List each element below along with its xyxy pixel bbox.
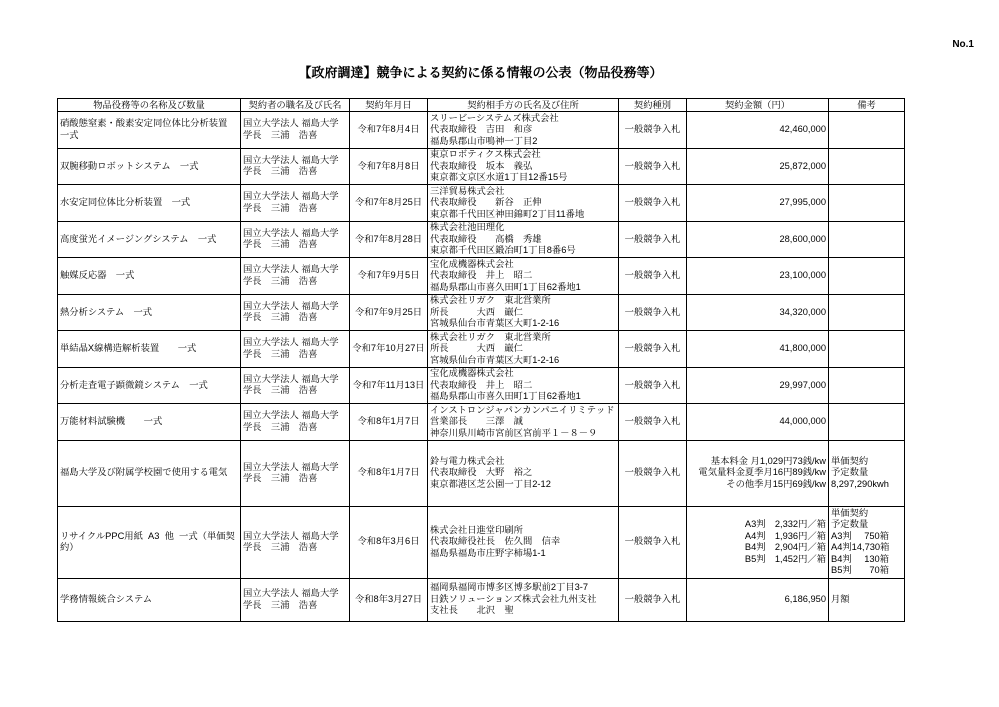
contract-type: 一般競争入札 <box>624 197 681 207</box>
amount-cell <box>687 506 829 578</box>
header-contract-type: 契約種別 <box>619 99 687 112</box>
remarks-cell <box>829 367 905 404</box>
remarks-cell <box>829 112 905 149</box>
contract-date-cell <box>350 331 428 368</box>
amount-line: 29,997,000 <box>779 379 826 390</box>
counterparty-line: 東京ロボティクス株式会社 <box>430 149 541 159</box>
item-name-cell <box>58 404 241 441</box>
counterparty-cell <box>428 331 619 368</box>
header-counterparty: 契約相手方の氏名及び住所 <box>428 99 619 112</box>
item-name-line: 熱分析システム 一式 <box>60 306 153 317</box>
contract-date: 令和7年9月25日 <box>354 306 423 317</box>
item-name-line: 約） <box>60 542 79 552</box>
counterparty-cell <box>428 185 619 222</box>
counterparty-line: 福島県郡山市鳴神一丁目2 <box>430 135 538 146</box>
contract-date: 令和8年3月27日 <box>354 593 423 604</box>
contract-date-cell <box>350 258 428 295</box>
counterparty-line: 福岡県福岡市博多区博多駅前2丁目3-7 <box>430 582 589 593</box>
item-name-line: 高度蛍光イメージングシステム 一式 <box>60 233 217 244</box>
page-number: No.1 <box>952 39 974 50</box>
contractor-line: 国立大学法人 福島大学 <box>243 118 339 129</box>
amount-line: B4判 2,904円／箱 <box>744 542 826 552</box>
table-row <box>58 112 905 149</box>
remarks-line: 単価契約 <box>831 507 869 518</box>
quantity-line <box>831 565 889 577</box>
contract-date: 令和8年1月7日 <box>357 467 420 478</box>
amount-cell <box>687 367 829 404</box>
contractor-line: 学長 三浦 浩喜 <box>243 542 318 552</box>
contract-type-cell <box>619 331 687 368</box>
table-row <box>58 440 905 506</box>
contract-type-cell <box>619 294 687 331</box>
counterparty-cell <box>428 404 619 441</box>
contract-date-cell <box>350 148 428 185</box>
contract-date-cell <box>350 367 428 404</box>
counterparty-line: 代表取締役 高橋 秀雄 <box>430 233 542 244</box>
contractor-line: 国立大学法人 福島大学 <box>243 373 339 384</box>
contract-date: 令和8年3月6日 <box>357 536 420 547</box>
remarks-cell <box>829 578 905 621</box>
contract-type-cell <box>619 578 687 621</box>
table-row <box>58 367 905 404</box>
item-name-line: 一式 <box>60 129 79 140</box>
contract-date-cell <box>350 185 428 222</box>
contract-date: 令和7年10月27日 <box>352 343 425 353</box>
contractor-line: 学長 三浦 浩喜 <box>243 166 318 177</box>
counterparty-line: 三洋貿易株式会社 <box>430 185 505 196</box>
quantity-line <box>831 554 889 566</box>
table-row <box>58 331 905 368</box>
amount-cell <box>687 258 829 295</box>
item-name-line: 福島大学及び附属学校園で使用する電気 <box>60 467 228 478</box>
counterparty-line: 代表取締役 吉田 和彦 <box>430 124 533 134</box>
amount-line: A3判 2,332円／箱 <box>744 519 826 529</box>
table-row <box>58 221 905 258</box>
contract-type: 一般競争入札 <box>624 233 681 244</box>
contractor-line: 国立大学法人 福島大学 <box>243 264 339 275</box>
contract-type-cell <box>619 112 687 149</box>
item-name-cell <box>58 185 241 222</box>
contract-table <box>57 98 905 622</box>
counterparty-line: 所長 大西 巌仁 <box>430 343 523 353</box>
counterparty-cell <box>428 148 619 185</box>
counterparty-line: 東京都港区芝公園一丁目2-12 <box>430 478 551 489</box>
amount-cell <box>687 331 829 368</box>
amount-line: 44,000,000 <box>779 416 826 426</box>
table-row <box>58 148 905 185</box>
amount-line: 42,460,000 <box>779 124 826 134</box>
quantity-label: B5判 <box>831 565 852 575</box>
contractor-line: 国立大学法人 福島大学 <box>243 154 339 165</box>
contractor-cell <box>241 506 350 578</box>
counterparty-cell <box>428 506 619 578</box>
item-name-cell <box>58 148 241 185</box>
quantity-value: 750箱 <box>864 530 889 541</box>
remarks-cell <box>829 148 905 185</box>
contractor-cell <box>241 258 350 295</box>
quantity-label: A3判 <box>831 530 852 541</box>
amount-line: 基本料金 月1,029円73銭/kw <box>710 455 826 466</box>
contract-date-cell <box>350 221 428 258</box>
counterparty-cell <box>428 294 619 331</box>
contractor-line: 学長 三浦 浩喜 <box>243 312 318 323</box>
counterparty-line: 宝化成機器株式会社 <box>430 368 514 378</box>
counterparty-line: 所長 大西 巌仁 <box>430 306 523 317</box>
contractor-line: 学長 三浦 浩喜 <box>243 202 318 213</box>
contractor-cell <box>241 221 350 258</box>
contract-type-cell <box>619 367 687 404</box>
contractor-line: 学長 三浦 浩喜 <box>243 129 318 140</box>
item-name-cell <box>58 367 241 404</box>
remarks-cell <box>829 440 905 506</box>
counterparty-line: 代表取締役 新谷 正伸 <box>430 197 542 207</box>
item-name-line: 学務情報統合システム <box>60 593 153 604</box>
contractor-line: 学長 三浦 浩喜 <box>243 421 318 432</box>
amount-line: その他季月15円69銭/kw <box>726 478 826 489</box>
contract-type-cell <box>619 221 687 258</box>
counterparty-line: 代表取締役 坂本 義弘 <box>430 160 533 171</box>
amount-line: 電気量料金夏季月16円89銭/kw <box>698 467 826 478</box>
contract-date-cell <box>350 294 428 331</box>
quantity-value: 70箱 <box>869 565 889 575</box>
counterparty-line: 代表取締役 井上 昭二 <box>430 379 533 390</box>
remarks-cell <box>829 331 905 368</box>
contractor-cell <box>241 148 350 185</box>
contractor-cell <box>241 578 350 621</box>
item-name-cell <box>58 506 241 578</box>
item-name-cell <box>58 112 241 149</box>
counterparty-cell <box>428 112 619 149</box>
table-row <box>58 294 905 331</box>
quantity-value: 14,730箱 <box>851 542 890 552</box>
quantity-label: A4判 <box>831 542 852 552</box>
page-title: 【政府調達】競争による契約に係る情報の公表（物品役務等） <box>298 65 663 80</box>
contract-date: 令和7年8月4日 <box>357 124 420 134</box>
table-row <box>58 404 905 441</box>
remarks-cell <box>829 185 905 222</box>
counterparty-line: 営業部長 三澤 誠 <box>430 416 523 426</box>
header-item-name: 物品役務等の名称及び数量 <box>58 99 241 112</box>
amount-cell <box>687 294 829 331</box>
contractor-cell <box>241 331 350 368</box>
item-name-line: 触媒反応器 一式 <box>60 270 135 280</box>
remarks-line: 8,297,290kwh <box>831 478 889 489</box>
contractor-cell <box>241 294 350 331</box>
table-row <box>58 185 905 222</box>
header-contractor: 契約者の職名及び氏名 <box>241 99 350 112</box>
amount-line: 41,800,000 <box>779 343 826 353</box>
counterparty-line: 東京都千代田区神田錦町2丁目11番地 <box>430 208 585 219</box>
amount-cell <box>687 404 829 441</box>
contractor-line: 学長 三浦 浩喜 <box>243 385 318 396</box>
quantity-line <box>831 531 889 543</box>
quantity-label: B4判 <box>831 553 852 564</box>
counterparty-line: 東京都文京区水道1丁目12番15号 <box>430 172 568 182</box>
counterparty-line: 宮城県仙台市青葉区大町1-2-16 <box>430 354 560 365</box>
contract-type: 一般競争入札 <box>624 270 681 280</box>
amount-cell <box>687 221 829 258</box>
contractor-line: 国立大学法人 福島大学 <box>243 588 339 598</box>
contractor-cell <box>241 440 350 506</box>
table-body <box>58 112 905 622</box>
quantity-line <box>831 542 889 554</box>
item-name-line: リサイクルPPC用紙 A3 他 一式（単価契 <box>60 530 235 541</box>
contract-date: 令和7年8月8日 <box>357 160 420 171</box>
counterparty-cell <box>428 367 619 404</box>
contract-type-cell <box>619 440 687 506</box>
item-name-cell <box>58 221 241 258</box>
item-name-cell <box>58 258 241 295</box>
contract-type: 一般競争入札 <box>624 160 681 171</box>
contractor-line: 国立大学法人 福島大学 <box>243 227 339 238</box>
counterparty-line: 株式会社リガク 東北営業所 <box>430 295 551 305</box>
table-row <box>58 258 905 295</box>
quantity-value: 130箱 <box>864 553 889 564</box>
contract-date: 令和7年8月28日 <box>354 233 423 244</box>
counterparty-line: 福島県郡山市喜久田町1丁目62番地1 <box>430 281 581 292</box>
header-contract-amount: 契約金額（円） <box>687 99 829 112</box>
item-name-line: 双腕移動ロボットシステム 一式 <box>60 160 199 171</box>
remarks-cell <box>829 404 905 441</box>
counterparty-line: 神奈川県川崎市宮前区宮前平１－８－９ <box>430 427 598 438</box>
amount-line: 34,320,000 <box>779 306 826 317</box>
table-row <box>58 506 905 578</box>
contract-date: 令和7年8月25日 <box>354 197 423 207</box>
amount-line: A4判 1,936円／箱 <box>744 530 826 541</box>
amount-line: 23,100,000 <box>779 270 826 280</box>
contractor-line: 国立大学法人 福島大学 <box>243 191 339 202</box>
counterparty-line: 株式会社池田理化 <box>430 222 505 232</box>
remarks-cell <box>829 294 905 331</box>
remarks-cell <box>829 221 905 258</box>
remarks-line: 予定数量 <box>831 519 869 529</box>
amount-line: 27,995,000 <box>779 197 826 207</box>
amount-line: B5判 1,452円／箱 <box>744 553 826 564</box>
contractor-cell <box>241 112 350 149</box>
contract-type: 一般競争入札 <box>624 306 681 317</box>
header-remarks: 備考 <box>829 99 905 112</box>
item-name-line: 単結晶X線構造解析装置 一式 <box>60 343 197 353</box>
contractor-cell <box>241 404 350 441</box>
contractor-line: 国立大学法人 福島大学 <box>243 337 339 348</box>
item-name-cell <box>58 578 241 621</box>
counterparty-line: 支社長 北沢 聖 <box>430 605 514 616</box>
amount-cell <box>687 185 829 222</box>
contract-date-cell <box>350 112 428 149</box>
contractor-line: 学長 三浦 浩喜 <box>243 348 318 359</box>
contract-type: 一般競争入札 <box>624 124 681 134</box>
counterparty-line: 日鉄ソリューションズ株式会社九州支社 <box>430 593 597 604</box>
counterparty-line: 福島県福島市庄野字柿場1-1 <box>430 547 546 558</box>
amount-cell <box>687 578 829 621</box>
contract-type: 一般競争入札 <box>624 379 681 390</box>
contractor-line: 学長 三浦 浩喜 <box>243 275 318 286</box>
contract-date-cell <box>350 506 428 578</box>
contract-type: 一般競争入札 <box>624 536 681 547</box>
contract-date: 令和7年11月13日 <box>352 379 425 390</box>
contractor-line: 学長 三浦 浩喜 <box>243 473 318 483</box>
contract-type: 一般競争入札 <box>624 416 681 426</box>
counterparty-cell <box>428 578 619 621</box>
remarks-line: 単価契約 <box>831 455 869 466</box>
remarks-cell <box>829 258 905 295</box>
contractor-line: 国立大学法人 福島大学 <box>243 530 339 541</box>
amount-cell <box>687 112 829 149</box>
contract-type: 一般競争入札 <box>624 467 681 478</box>
remarks-line: 予定数量 <box>831 467 869 478</box>
counterparty-cell <box>428 440 619 506</box>
counterparty-line: 株式会社日進堂印刷所 <box>430 524 523 535</box>
item-name-line: 万能材料試験機 一式 <box>60 416 163 426</box>
contractor-cell <box>241 367 350 404</box>
item-name-cell <box>58 440 241 506</box>
counterparty-line: 東京都千代田区鍛冶町1丁目8番6号 <box>430 245 576 255</box>
table-header-row <box>58 99 905 112</box>
amount-cell <box>687 440 829 506</box>
contractor-line: 国立大学法人 福島大学 <box>243 300 339 311</box>
header-contract-date: 契約年月日 <box>350 99 428 112</box>
contract-type: 一般競争入札 <box>624 343 681 353</box>
contract-date-cell <box>350 440 428 506</box>
counterparty-cell <box>428 258 619 295</box>
item-name-line: 硝酸態窒素・酸素安定同位体比分析装置 <box>60 118 228 129</box>
contract-type-cell <box>619 185 687 222</box>
counterparty-line: 株式会社リガク 東北営業所 <box>430 331 551 342</box>
item-name-line: 分析走査電子顕微鏡システム 一式 <box>60 379 208 390</box>
counterparty-cell <box>428 221 619 258</box>
counterparty-line: 代表取締役 大野 裕之 <box>430 467 533 478</box>
amount-cell <box>687 148 829 185</box>
contractor-line: 学長 三浦 浩喜 <box>243 599 318 610</box>
amount-line: 28,600,000 <box>779 233 826 244</box>
counterparty-line: 代表取締役社長 佐久間 信幸 <box>430 536 561 547</box>
item-name-cell <box>58 331 241 368</box>
counterparty-line: 代表取締役 井上 昭二 <box>430 270 533 280</box>
contract-date-cell <box>350 578 428 621</box>
contract-type-cell <box>619 506 687 578</box>
item-name-line: 水安定同位体比分析装置 一式 <box>60 197 191 207</box>
remarks-cell <box>829 506 905 578</box>
counterparty-line: 鈴与電力株式会社 <box>430 455 505 466</box>
contractor-line: 国立大学法人 福島大学 <box>243 410 339 421</box>
amount-line: 6,186,950 <box>784 593 826 604</box>
counterparty-line: 宝化成機器株式会社 <box>430 258 514 269</box>
contract-date: 令和7年9月5日 <box>357 270 420 280</box>
counterparty-line: スリービーシステムズ株式会社 <box>430 112 559 123</box>
contractor-line: 国立大学法人 福島大学 <box>243 461 339 472</box>
contractor-cell <box>241 185 350 222</box>
remarks-line: 月額 <box>831 593 850 604</box>
table-row <box>58 578 905 621</box>
contract-type-cell <box>619 258 687 295</box>
contract-date-cell <box>350 404 428 441</box>
counterparty-line: 宮城県仙台市青葉区大町1-2-16 <box>430 318 560 328</box>
contractor-line: 学長 三浦 浩喜 <box>243 239 318 250</box>
contract-date: 令和8年1月7日 <box>357 416 420 426</box>
counterparty-line: インストロンジャパンカンパニイリミテッド <box>430 404 615 415</box>
contract-type: 一般競争入札 <box>624 593 681 604</box>
contract-type-cell <box>619 148 687 185</box>
item-name-cell <box>58 294 241 331</box>
amount-line: 25,872,000 <box>779 160 826 171</box>
counterparty-line: 福島県郡山市喜久田町1丁目62番地1 <box>430 391 581 401</box>
contract-type-cell <box>619 404 687 441</box>
